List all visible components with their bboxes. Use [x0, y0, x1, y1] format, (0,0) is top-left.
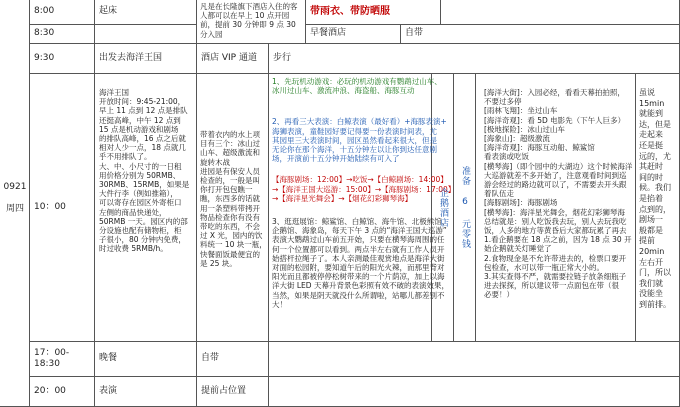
row-note-hotel-entry: 凡是在长隆旗下酒店入住的客人都可以在早上 10 点开园前，提前 30 分钟即 9 点 30 分入园	[197, 0, 306, 44]
cost-vertical-label: 准备 6 元零钱	[460, 166, 470, 249]
row-activity-empty	[95, 25, 197, 44]
row-time-10-00: 10：00	[30, 74, 95, 342]
row-activity-show: 表演	[95, 377, 197, 407]
row-time-dinner: 17：00-18:30	[30, 342, 95, 377]
plan-schedule: 【海豚剧场：12:00】→吃饭→【白鲸剧场：14:00】 →【海洋王国大巡游：15:00】→【海豚剧场：17:00】 →【海洋星光舞会】→【烟花幻彩狮琴海】	[272, 175, 456, 203]
row-time-8-00: 8:00	[30, 0, 95, 25]
plan-shows: 2、再看三大表演：白鲸表演（最好看）+海豚表演+ 海狮表演，童鞋园好要记得要一份表演时间表，尤 其园里三大表演时间，园区虽然看起来很大，但是 无论你在那个海洋，十五分钟左以让你到达任意剧 场，开演前十五分钟开始陆续有可入了	[272, 117, 447, 164]
ticket-info-cell: 带着衣内的水上项 目有三个：冰山过 山车、超级激流和 旋转木战 进园是有保安人员 检查的，一般是叫 你打开包包瞧一 瞧，东西多的话就 用一条塑料带拷开 物品检查你有没有 带吃的东西，不会 过 X 光，园内的饮 料统一 10 块一瓶， 快餐面饭最便宜的 是 25 块。	[197, 74, 269, 342]
date-cell	[0, 0, 30, 407]
row-time-9-30: 9:30	[30, 44, 95, 74]
row-time-show: 20：00	[30, 377, 95, 407]
plan-rides: 1、先玩机动游戏：必玩的机动游戏有鹦鹉过山车、 冰川过山车、激流冲浪、海盗船、海豚互动	[272, 77, 442, 96]
row-hotel-breakfast: 早餐酒店	[306, 25, 401, 44]
park-info-cell: 海洋王国 开放时间：9:45-21:00， 早上 11 点到 12 点是排队 还挺高峰，中午 12 点到 15 点是机动游戏和剧场 的排队高峰，16 点之后就 相对人少一点，18 点就几 乎不用排队了。 大、中、小尺寸的一日租 用价格分别为 50RMB、 30RMB、15RMB，如果是 大件行李（例如推箱）， 可以寄存在园区外寄柜口 左侧的商品快递处， 50RMB 一天。园区内的部 分设施也配有储物柜，柜 子很小，80 分钟内免费， 时过收费 5RMB/h。	[95, 74, 197, 342]
row-activity-go-ocean: 出发去海洋王国	[95, 44, 197, 74]
row-empty-a	[441, 0, 680, 25]
remarks-cell: 虽说 15min 就能到 达，但是 走起来 还是挺 远的，尤 其赶时 间的时 候。我们 是掐着 点到的， 剧场一 般都是 提前 20min 左右开 门，所以 我们就 没能坐 到前排。	[636, 74, 680, 342]
tips-cell: [海洋大街]：入园必经，看看天幕拍拍照， 不要过多停 [雨林飞翔]：坐过山车 [海洋奇观]：看 5D 电影先（下午人巨多） [极地探险]：冰山过山车 [海象山]：超级激流 [海洋奇观]：海豚互动船、鲸鲨馆 看表演或吃饭 [横琴海]（即个园中的大湖边）这个时候海洋 大巡游就差不多开始了，注意观看时间到巡 游会经过的路边就可以了，不需要去开头跟 着队伍走 [海豚剧场]：海豚剧场 [横琴海]：海洋星光舞会，烟花幻彩狮琴海 总结就是：别人吃饭我去玩，别人去玩我吃 饭，人多的地方等黄昏后大家都玩累了再去 1.看企鹅要在 18 点之前，因为 18 点 30 开 始企鹅就关灯睡觉了 2.食物现金是不允许带进去的，检票口要开 包检查，水可以带一瓶正常大小的。 3.其实查得不严，就需要拉链子放条细瓶子 进去探探，所以建议带一点面包在带（很 必要！）	[476, 74, 636, 342]
row-empty-b	[269, 342, 680, 377]
hotel-vertical-cell	[432, 74, 454, 342]
plan-exhibits: 3、逛逛展馆：鲸鲨馆、白鲸馆、海牛馆、北极熊馆、 企鹅馆、海象岛，每天下午 3 点的“海洋王国大巡游” 表演大鹦鹉过山车前五开始，只要在横琴海周围的任 何一个位置都可以看到。两点半左右就有工作人员开 始搭杆拉绳子了。本人亲测最佳观赏地点是海洋大街 对面的松园附，要知道午后的阳光火辣，而那里背对 阳光而且都被停停松树带来的一个片荫凉，加上以海 洋大街 LED 天幕升背景色彩照有效不破的表演效果， 当然，如果是阴天就没什么所谓啦，站哪儿都差别不 大！	[272, 217, 450, 309]
row-hotel-seat: 提前占位置	[197, 377, 269, 407]
date-label: 0921	[3, 182, 27, 192]
row-cost-self: 自带	[401, 25, 680, 44]
row-empty-c	[269, 377, 680, 407]
weekday-label: 周四	[5, 203, 24, 214]
row-hotel-self: 自带	[197, 342, 269, 377]
hotel-vertical-label: 企鹅酒店	[438, 187, 448, 228]
cost-vertical-cell	[454, 74, 476, 342]
row-activity-wake: 起床	[95, 0, 197, 25]
row-hotel-vip: 酒店 VIP 通道	[197, 44, 269, 74]
row-transport-walk: 步行	[269, 44, 680, 74]
row-item-raincoat: 带雨衣、带防晒服	[306, 0, 441, 25]
row-time-8-30: 8:30	[30, 25, 95, 44]
row-activity-dinner: 晚餐	[95, 342, 197, 377]
